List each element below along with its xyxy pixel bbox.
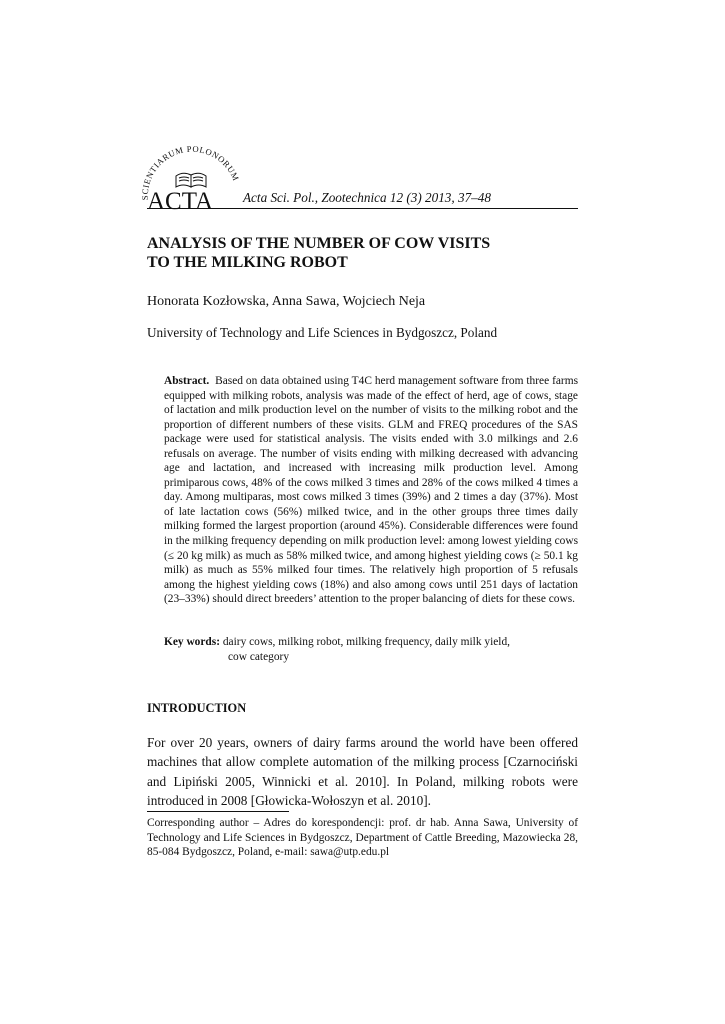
footnote-rule	[147, 811, 289, 812]
title-line-2: TO THE MILKING ROBOT	[147, 254, 348, 271]
keywords-line-2: cow category	[228, 650, 290, 663]
open-book-icon	[176, 173, 206, 187]
footnote-corresponding-author: Corresponding author – Adres do korespondencji: prof. dr hab. Anna Sawa, University of Technology and Life Sciences in Bydgoszcz, Department of Cattle Breeding, Mazowiecka 28, 85-084 Bydgoszcz, Poland, e-mail: sawa@utp.edu.pl	[147, 817, 578, 859]
keywords-line-1: dairy cows, milking robot, milking frequency, daily milk yield,	[222, 636, 510, 648]
affiliation: University of Technology and Life Sciences in Bydgoszcz, Poland	[147, 325, 498, 340]
keywords-label: Key words:	[164, 636, 220, 648]
logo-word: ACTA	[147, 188, 214, 214]
authors: Honorata Kozłowska, Anna Sawa, Wojciech Neja	[147, 294, 426, 309]
section-heading-introduction: INTRODUCTION	[147, 701, 247, 715]
acta-logo	[140, 140, 244, 214]
abstract-label: Abstract.	[164, 375, 210, 387]
header-rule	[147, 208, 578, 209]
keywords	[164, 635, 578, 664]
logo-arc-text: SCIENTIARUM POLONORUM	[140, 143, 242, 201]
introduction-paragraph: For over 20 years, owners of dairy farms around the world have been offered machines that allow complete automation of the milking process [Czarnociński and Lipiński 2005, Winnicki et al. 2010]. In Poland, milking robots were introduced in 2008 [Głowicka-Wołoszyn et al. 2010].	[147, 735, 578, 808]
abstract	[164, 374, 578, 607]
abstract-text: Based on data obtained using T4C herd management software from three farms equipped with milking robots, analysis was made of the effect of herd, age of cows, stage of lactation and milk production level on the number of visits to the milking robot and the proportion of different numbers of these visits. GLM and FREQ procedures of the SAS package were used for statistical analysis. The visits ended with 3.0 milkings and 2.6 refusals on average. The number of visits ending with milking decreased with advancing age and lactation, and increased with increasing milk production level. Among primiparous cows, 48% of the cows milked 3 times and 28% of the cows milked 4 times a day. Among multiparas, most cows milked 3 times (39%) and 2 times a day (37%). Most of late lactation cows (56%) milked twice, and in the other groups three times daily milking formed the largest proportion (around 45%). Considerable differences were found in the milking frequency depending on milk production level: among lowest yielding cows (≤ 20 kg milk) as much as 58% milked twice, and among highest yielding cows (≥ 50.1 kg milk) as much as 55% milked four times. The relatively high proportion of 5 refusals among the highest yielding cows (18%) and also among cows until 251 days of lactation (23–33%) should direct breeders’ attention to the proper balancing of diets for these cows.	[164, 375, 579, 606]
title-line-1: ANALYSIS OF THE NUMBER OF COW VISITS	[147, 235, 491, 252]
paper-title	[147, 234, 578, 272]
journal-reference: Acta Sci. Pol., Zootechnica 12 (3) 2013, 37–48	[243, 190, 491, 205]
